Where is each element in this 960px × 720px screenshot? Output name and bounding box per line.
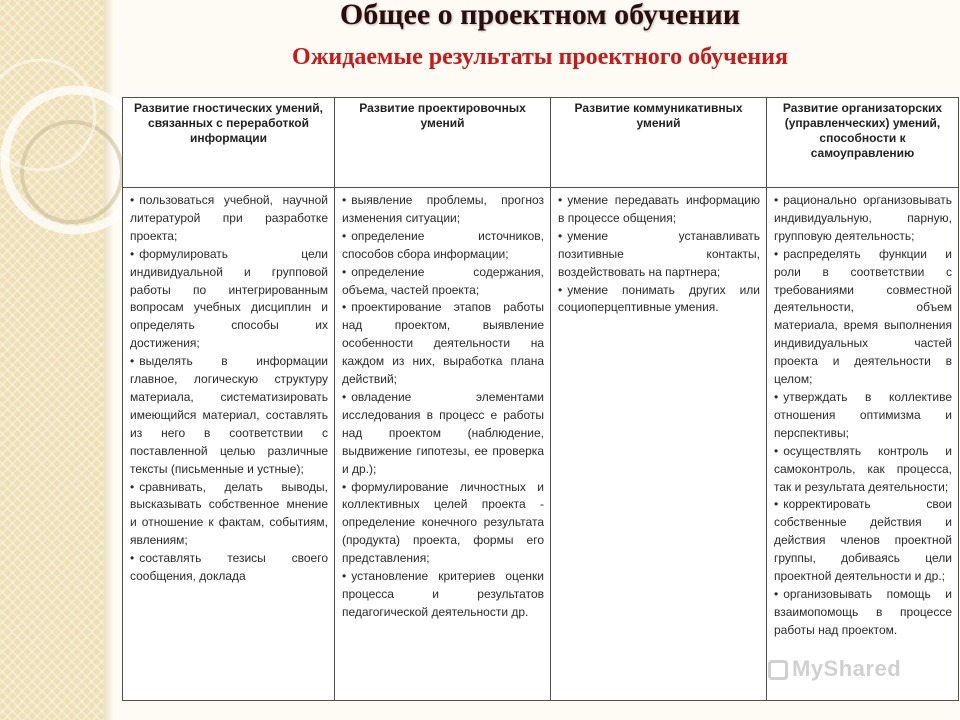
list-item: • установление критериев оценки процесса и результатов педагогической деятельности др. (342, 568, 544, 622)
list-item: • сравнивать, делать выводы, высказывать собственное мнение и отношение к фактам, событиям, явлениям; (130, 479, 328, 551)
decorative-rings (0, 0, 130, 300)
slide-subtitle: Ожидаемые результаты проектного обучения (292, 44, 788, 70)
list-item: • организовывать помощь и взаимопомощь в процессе работы над проектом. (774, 586, 952, 640)
watermark (768, 656, 901, 682)
list-item: • овладение элементами исследования в процесс е работы над проектом (наблюдение, выдвижение гипотезы, ее проверка и др.); (342, 389, 544, 479)
list-item: • корректировать свои собственные действия и действия членов проектной группы, добиваясь цели проектной деятельности и др.; (774, 496, 952, 586)
list-item: • утверждать в коллективе отношения оптимизма и перспективы; (774, 389, 952, 443)
list-item: • умение устанавливать позитивные контакты, воздействовать на партнера; (558, 228, 760, 282)
list-item: • проектирование этапов работы над проектом, выявление особенности деятельности на каждом из них, выработка плана действий; (342, 299, 544, 389)
list-item: • осуществлять контроль и самоконтроль, как процесса, так и результата деятельности; (774, 443, 952, 497)
header-design-skills: Развитие проектировочных умений (335, 98, 551, 188)
header-gnostic-skills: Развитие гностических умений, связанных с переработкой информации (123, 98, 335, 188)
table-header-row (123, 98, 959, 188)
cell-organizational-skills (767, 188, 959, 701)
list-item: • пользоваться учебной, научной литературой при разработке проекта; (130, 192, 328, 246)
list-item: • выделять в информации главное, логическую структуру материала, систематизировать имеющийся материал, составлять из него в соответствии с поставленной целью различные тексты (письменные и устные); (130, 353, 328, 478)
results-table-container (122, 97, 958, 701)
list-item: • умение понимать других или социоперцептивные умения. (558, 282, 760, 318)
list-item: • определение источников, способов сбора информации; (342, 228, 544, 264)
results-table (122, 97, 959, 701)
slide-title: Общее о проектном обучении (339, 0, 741, 31)
header-communication-skills: Развитие коммуникативных умений (551, 98, 767, 188)
list-item: • формулирование личностных и коллективных целей проекта - определение конечного результата (продукта) проекта, формы его представления; (342, 479, 544, 569)
list-item: • рационально организовывать индивидуальную, парную, групповую деятельность; (774, 192, 952, 246)
list-item: • распределять функции и роли в соответствии с требованиями совместной деятельности, объем материала, время выполнения индивидуальных частей проекта и деятельности в целом; (774, 246, 952, 389)
cell-design-skills (335, 188, 551, 701)
watermark-text: MyShared (792, 656, 902, 681)
presentation-icon (768, 660, 788, 680)
cell-gnostic-skills (123, 188, 335, 701)
list-item: • составлять тезисы своего сообщения, доклада (130, 550, 328, 586)
list-item: • выявление проблемы, прогноз изменения ситуации; (342, 192, 544, 228)
table-row (123, 188, 959, 701)
header-organizational-skills: Развитие организаторских (управленческих) умений, способности к самоуправлению (767, 98, 959, 188)
list-item: • умение передавать информацию в процессе общения; (558, 192, 760, 228)
list-item: • формулировать цели индивидуальной и групповой работы по интегрированным вопросам учебных дисциплин и определять способы их достижения; (130, 246, 328, 353)
cell-communication-skills (551, 188, 767, 701)
list-item: • определение содержания, объема, частей проекта; (342, 264, 544, 300)
